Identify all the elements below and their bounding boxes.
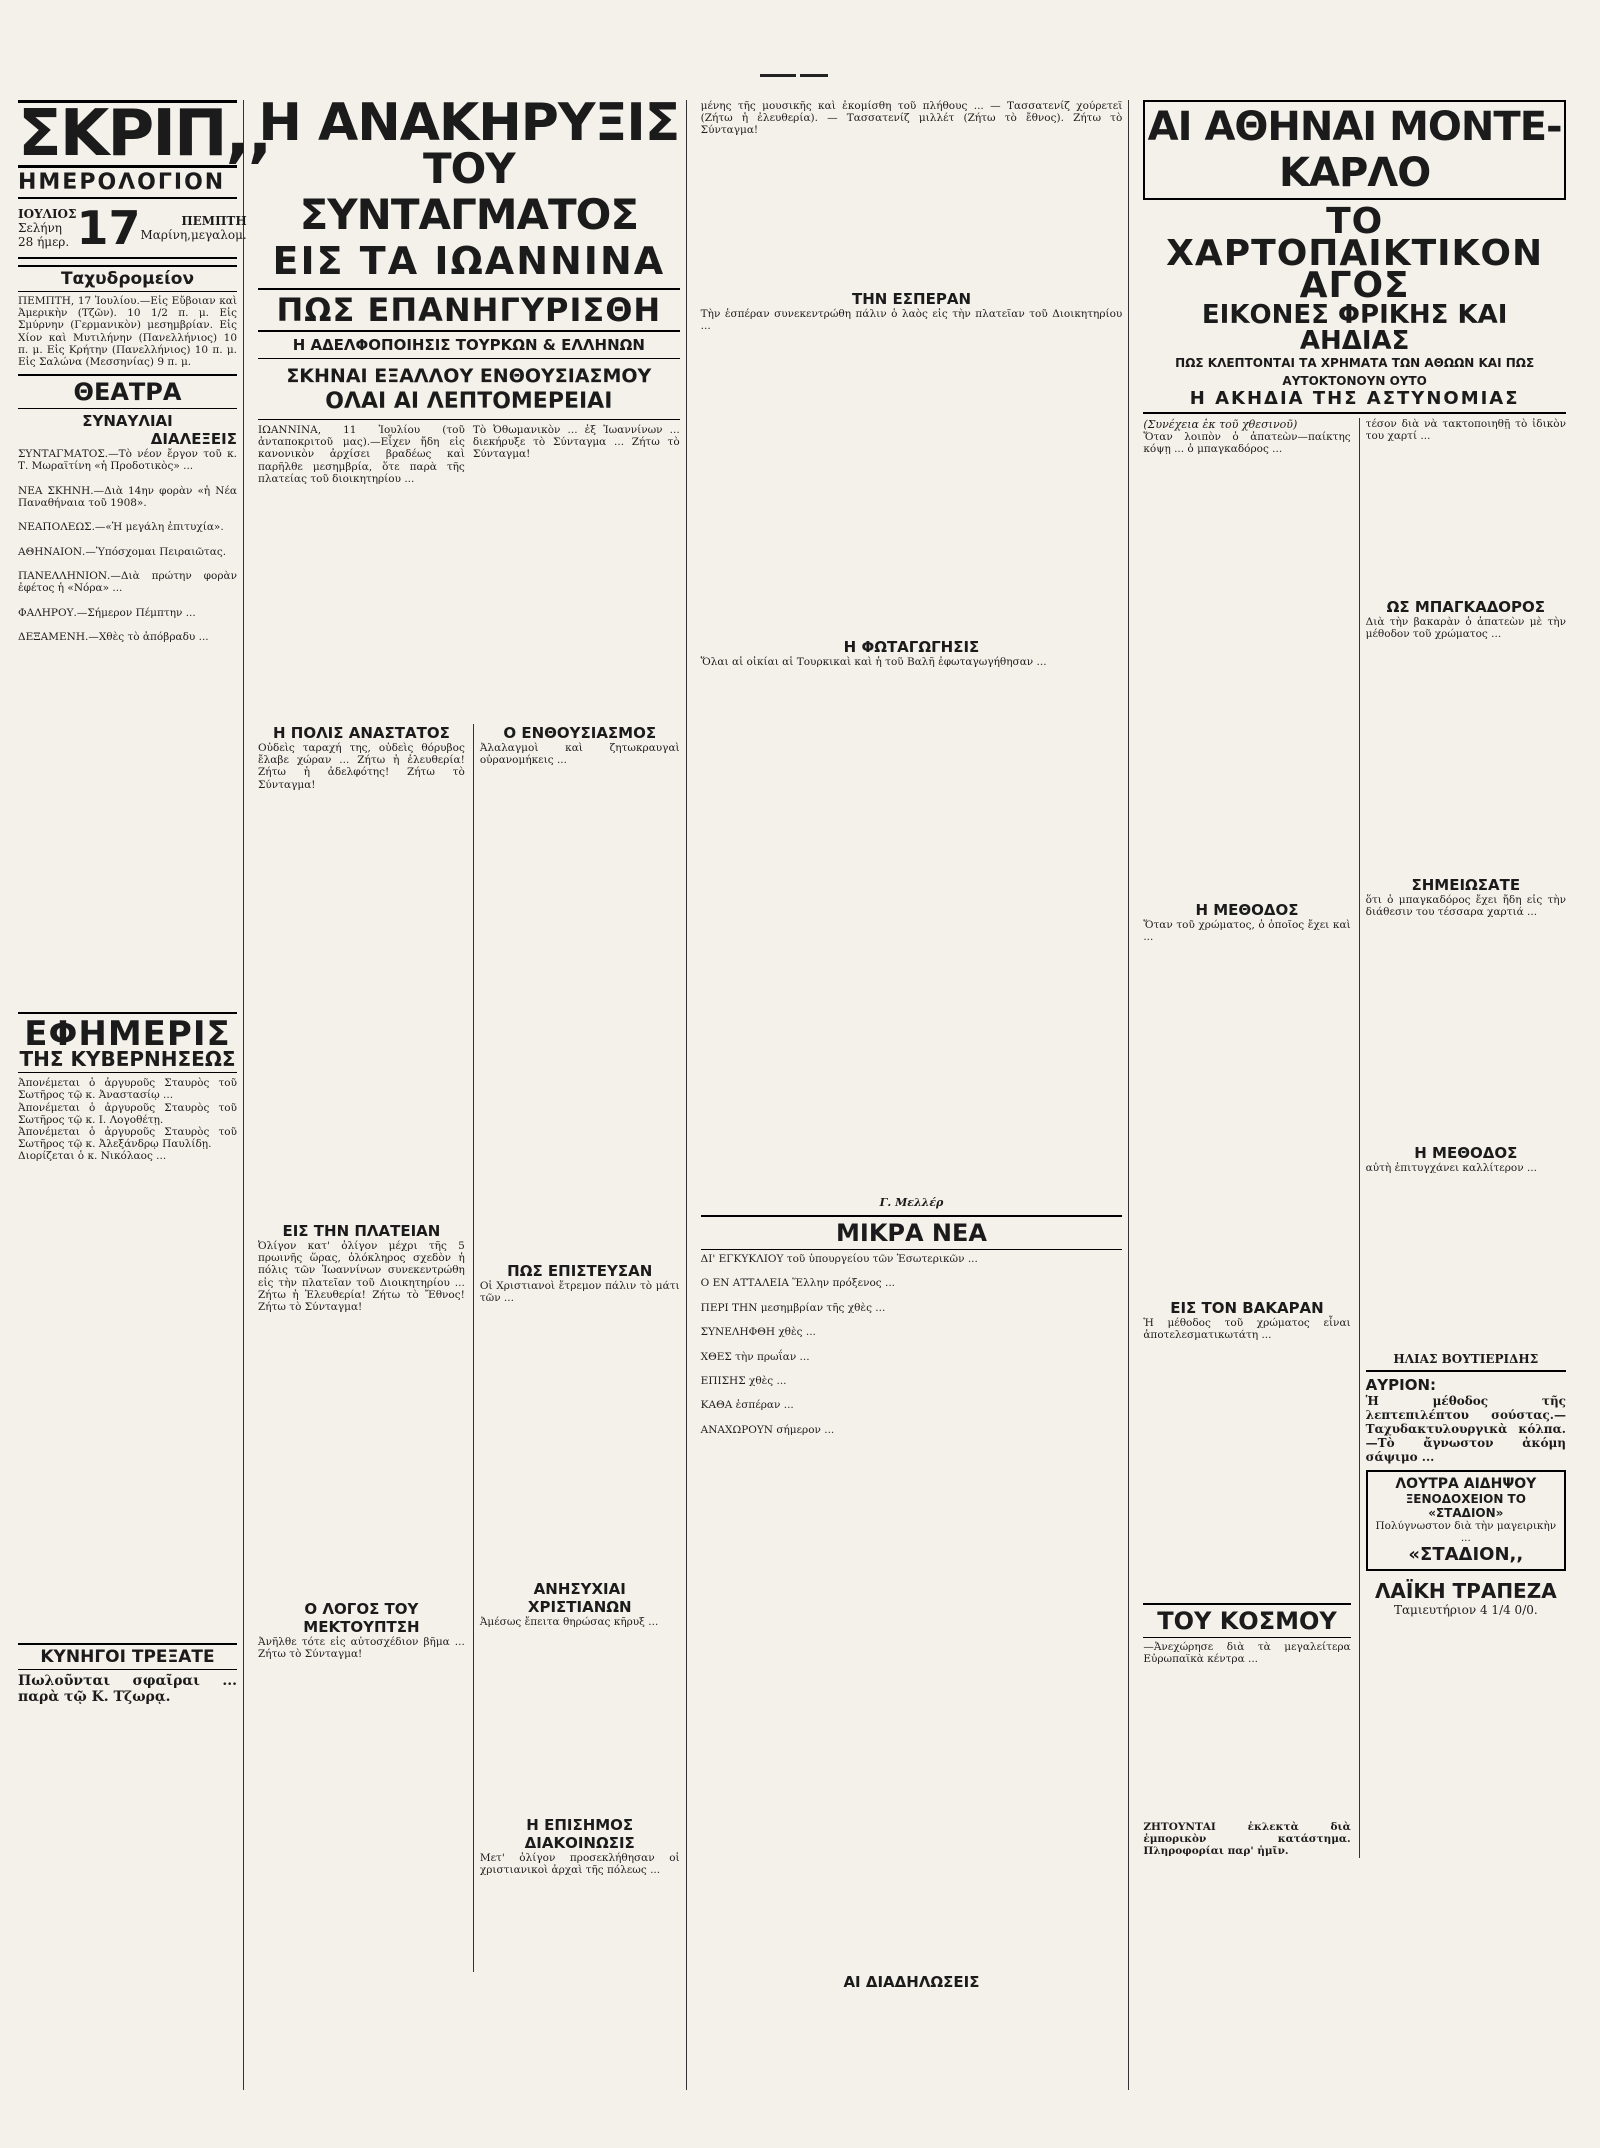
hotel-ad <box>1366 1470 1566 1571</box>
bakara-heading: ΕΙΣ ΤΟΝ ΒΑΚΑΡΑΝ <box>1170 1299 1324 1317</box>
column-ioannina <box>252 93 687 2090</box>
headline-details: ΟΛΑΙ ΑΙ ΛΕΠΤΟΜΕΡΕΙΑΙ <box>325 389 613 414</box>
moon: Σελήνη 28 ήμερ. <box>18 221 70 249</box>
square-heading: ΕΙΣ ΤΗΝ ΠΛΑΤΕΙΑΝ <box>282 1222 441 1240</box>
bank-text: Ταμιευτήριον 4 1/4 0/0. <box>1393 1603 1538 1618</box>
ioannina-text-b: Τὸ Ὀθωμανικὸν ... ἐξ Ἰωαννίνων ... διεκήρυξε τὸ Σύνταγμα ... Ζήτω τὸ Σύνταγμα! <box>472 424 683 461</box>
city-heading: Η ΠΟΛΙΣ ΑΝΑΣΤΑΤΟΣ <box>272 724 450 742</box>
headline-stolen: ΠΩΣ ΚΛΕΠΤΟΝΤΑΙ ΤΑ ΧΡΗΜΑΤΑ ΤΩΝ ΑΘΩΩΝ ΚΑΙ ΠΩΣ ΑΥΤΟΚΤΟΝΟΥΝ ΟΥΤΟ <box>1175 356 1535 388</box>
square-text: Ὀλίγον κατ' ὀλίγον μέχρι τῆς 5 πρωινῆς ὥρας, ὁλόκληρος σχεδὸν ἡ πόλις τῶν Ἰωαννίνων συνεκεντρώθη εἰς τὴν πλατεῖαν τοῦ Διοικητηρίου ... Ζήτω ἡ Ἐλευθερία! Ζήτω τὸ Ἔθνος! Ζήτω τὸ Σύνταγμα! <box>258 1240 469 1314</box>
month: ΙΟΥΛΙΟΣ <box>18 207 77 221</box>
headline-fraternization: Η ΑΔΕΛΦΟΠΟΙΗΣΙΣ ΤΟΥΡΚΩΝ & ΕΛΛΗΝΩΝ <box>292 336 645 354</box>
evening-text: Τὴν ἑσπέραν συνεκεντρώθη πάλιν ὁ λαὸς εἰς τὴν πλατεῖαν τοῦ Διοικητηρίου ... <box>700 308 1126 333</box>
method2-text: αὐτὴ ἐπιτυγχάνει καλλίτερον ... <box>1365 1162 1537 1174</box>
demonstrations-heading: ΑΙ ΔΙΑΔΗΛΩΣΕΙΣ <box>843 1973 980 1991</box>
official-text: Μετ' ὀλίγον προσεκλήθησαν οἱ χριστιανικοὶ ἀρχαὶ τῆς πόλεως ... <box>479 1852 683 1877</box>
believed-heading: ΠΩΣ ΕΠΙΣΤΕΥΣΑΝ <box>507 1262 653 1280</box>
masthead-title: ΣΚΡΙΠ,, <box>18 97 271 171</box>
baths-title: ΛΟΥΤΡΑ ΑΙΔΗΨΟΥ <box>1395 1476 1537 1492</box>
hotel-text: Πολύγνωστον διὰ τὴν μαγειρικὴν ... <box>1375 1520 1560 1545</box>
post-heading: Ταχυδρομείον <box>18 265 237 292</box>
news-heading: ΜΙΚΡΑ ΝΕΑ <box>701 1215 1123 1250</box>
lights-text: Ὅλαι αἱ οἰκίαι αἱ Τουρκικαὶ καὶ ἡ τοῦ Βαλῆ ἐφωταγωγήθησαν ... <box>700 656 1047 668</box>
method-heading: Η ΜΕΘΟΔΟΣ <box>1195 901 1299 919</box>
evening-heading: ΤΗΝ ΕΣΠΕΡΑΝ <box>851 290 971 308</box>
worry-text: Ἀμέσως ἔπειτα θηρώσας κῆρυξ ... <box>479 1616 659 1628</box>
enthusiasm-heading: Ο ΕΝΘΟΥΣΙΑΣΜΟΣ <box>503 724 657 742</box>
notes-heading: ΣΗΜΕΙΩΣΑΤΕ <box>1411 876 1521 894</box>
column-news <box>695 100 1130 2090</box>
date-bar <box>18 199 247 259</box>
gambling-text-left: Ὅταν λοιπὸν ὁ ἀπατεὼν—παίκτης κόψῃ ... ὁ μπαγκαδόρος ... <box>1143 431 1354 456</box>
method-text: Ὅταν τοῦ χρώματος, ὁ ὁποῖος ἔχει καὶ ... <box>1143 919 1354 944</box>
tomorrow-heading: ΑΥΡΙΟΝ: <box>1365 1376 1437 1394</box>
worry-heading: ΑΝΗΣΥΧΙΑΙ ΧΡΙΣΤΙΑΝΩΝ <box>527 1580 632 1616</box>
newspaper-page <box>12 93 1572 2090</box>
gambling-text-right: τέσον διὰ νὰ τακτοποιηθῇ τὸ ἰδικὸν του χαρτί ... <box>1365 418 1570 443</box>
bakara-text: Ἡ μέθοδος τοῦ χρώματος εἶναι ἀποτελεσματικωτάτη ... <box>1143 1317 1354 1342</box>
world-heading: ΤΟΥ ΚΟΣΜΟΥ <box>1143 1603 1350 1638</box>
saint: Μαρίνη,μεγαλομ. <box>140 228 247 242</box>
speech-heading: Ο ΛΟΓΟΣ ΤΟΥ ΜΕΚΤΟΥΠΤΣΗ <box>303 1600 420 1636</box>
hunters-heading: ΚΥΝΗΓΟΙ ΤΡΕΞΑΤΕ <box>18 1643 237 1670</box>
headline-gambling: ΤΟ ΧΑΡΤΟΠΑΙΚΤΙΚΟΝ ΑΓΟΣ <box>1166 201 1544 306</box>
headline-scenes: ΣΚΗΝΑΙ ΕΞΑΛΛΟΥ ΕΝΘΟΥΣΙΑΣΜΟΥ <box>286 365 652 387</box>
lights-heading: Η ΦΩΤΑΓΩΓΗΣΙΣ <box>843 638 980 656</box>
bagkadoros-heading: ΩΣ ΜΠΑΓΚΑΔΟΡΟΣ <box>1386 598 1546 616</box>
notes-text: ὅτι ὁ μπαγκαδόρος ἔχει ἤδη εἰς τὴν διάθεσιν του τέσσαρα χαρτιά ... <box>1365 894 1570 919</box>
theatres-text: ΣΥΝΤΑΓΜΑΤΟΣ.—Τὸ νέον ἔργον τοῦ κ. Τ. Μωραϊτίνη «ἡ Προδοτικὸς» ... ΝΕΑ ΣΚΗΝΗ.—Διὰ 14ην φορὰν «ἡ Νέα Παναθήναια τοῦ 1908». ΝΕΑΠΟΛΕΩΣ.—«Ἡ μεγάλη ἐπιτυχία». ΑΘΗΝΑΙΟΝ.—Ὑπόσχομαι Πειραιῶτας. ΠΑΝΕΛΛΗΝΙΟΝ.—Διὰ πρώτην φορὰν ἐφέτος ἡ «Νόρα» ... ΦΑΛΗΡΟΥ.—Σήμερον Πέμπτην ... ΔΕΞΑΜΕΝΗ.—Χθὲς τὸ ἀπόβραδυ ... <box>18 448 237 644</box>
author: ΗΛΙΑΣ ΒΟΥΤΙΕΡΙΔΗΣ <box>1393 1352 1539 1366</box>
wanted-text: ΖΗΤΟΥΝΤΑΙ ἐκλεκτὰ διὰ ἐμπορικὸν κατάστημα. Πληροφορίαι παρ' ἡμῖν. <box>1143 1821 1355 1858</box>
gazette-text: Ἀπονέμεται ὁ ἀργυροῦς Σταυρὸς τοῦ Σωτῆρος τῷ κ. Ἀναστασίῳ ... Ἀπονέμεται ὁ ἀργυροῦς Σταυρὸς τοῦ Σωτῆρος τῷ κ. Ι. Λογοθέτῃ. Ἀπονέμεται ὁ ἀργυροῦς Σταυρὸς τοῦ Σωτῆρος τῷ κ. Ἀλεξάνδρῳ Παυλίδῃ. Διορίζεται ὁ κ. Νικόλαος ... <box>18 1077 237 1163</box>
lectures-heading: ΔΙΑΛΕΞΕΙΣ <box>150 430 237 449</box>
stadion-title: «ΣΤΑΔΙΟΝ,, <box>1408 1544 1524 1566</box>
speech-text: Ἀνῆλθε τότε εἰς αὐτοσχέδιον βῆμα ... Ζήτω τὸ Σύνταγμα! <box>258 1636 469 1661</box>
top-ornament <box>760 62 840 68</box>
headline-athens-monte-carlo: ΑΙ ΑΘΗΝΑΙ ΜΟΝΤΕ-ΚΑΡΛΟ <box>1143 100 1566 200</box>
headline-constitution: ΤΟΥ ΣΥΝΤΑΓΜΑΤΟΣ <box>299 144 639 239</box>
world-text: —Ἀνεχώρησε διὰ τὰ μεγαλείτερα Εὐρωπαϊκὰ κέντρα ... <box>1143 1641 1354 1666</box>
city-text: Οὐδεὶς ταραχή της, οὐδεὶς θόρυβος ἔλαβε χώραν ... Ζήτω ἡ ἐλευθερία! Ζήτω ἡ ἀδελφότης! Ζήτω τὸ Σύνταγμα! <box>258 742 469 791</box>
news-text: ΔΙ' ΕΓΚΥΚΛΙΟΥ τοῦ ὑπουργείου τῶν Ἐσωτερικῶν ... Ο ΕΝ ΑΤΤΑΛΕΙΑ Ἕλλην πρόξενος ... ΠΕΡΙ ΤΗΝ μεσημβρίαν τῆς χθὲς ... ΣΥΝΕΛΗΦΘΗ χθὲς ... ΧΘΕΣ τὴν πρωΐαν ... ΕΠΙΣΗΣ χθὲς ... ΚΑΘΑ ἑσπέραν ... ΑΝΑΧΩΡΟΥΝ σήμερον ... <box>700 1253 978 1436</box>
bank-title: ΛΑΪΚΗ ΤΡΑΠΕΖΑ <box>1374 1579 1557 1604</box>
theatres-heading: ΘΕΑΤΡΑ <box>18 374 237 409</box>
ioannina-text-a: ΙΩΑΝΝΙΝΑ, 11 Ἰουλίου (τοῦ ἀνταποκριτοῦ μας).—Εἶχεν ἤδη εἰς κανονικὸν ἀρχίσει βραδέως καὶ παρῆλθε μεσημβρία, ὅτε παρὰ τῆς πλατείας τοῦ διοικητηρίου ... <box>258 424 469 485</box>
hotel-title: ΞΕΝΟΔΟΧΕΙΟΝ ΤΟ «ΣΤΑΔΙΟΝ» <box>1405 1492 1526 1520</box>
calendar-title: ΗΜΕΡΟΛΟΓΙΟΝ <box>18 168 237 199</box>
hunters-text: Πωλοῦνται σφαῖραι ... παρὰ τῷ Κ. Τζωρᾳ. <box>18 1673 242 1706</box>
enthusiasm-text: Ἀλαλαγμοὶ καὶ ζητωκραυγαὶ οὐρανομήκεις ... <box>479 742 683 767</box>
concerts-heading: ΣΥΝΑΥΛΙΑΙ <box>82 412 173 431</box>
official-heading: Η ΕΠΙΣΗΜΟΣ ΔΙΑΚΟΙΝΩΣΙΣ <box>524 1816 635 1852</box>
headline-horror: ΕΙΚΟΝΕΣ ΦΡΙΚΗΣ ΚΑΙ ΑΗΔΙΑΣ <box>1201 300 1508 356</box>
headline-police: Η ΑΚΗΔΙΑ ΤΗΣ ΑΣΤΥΝΟΜΙΑΣ <box>1189 388 1520 409</box>
method2-heading: Η ΜΕΘΟΔΟΣ <box>1414 1144 1518 1162</box>
post-text: ΠΕΜΠΤΗ, 17 Ἰουλίου.—Εἰς Εὔβοιαν καὶ Ἀμερικὴν (Τζῶν). 10 1/2 π. μ. Εἰς Σμύρνην (Γερμανικὸν) μεσημβρίαν. Εἰς Χίον καὶ Μυτιλήνην (Πανελλήνιος) 10 π. μ. Εἰς Κρήτην (Πανελλήνιος) 10 π. μ. Εἰς Σαλώνα (Μεσσηνίας) 9 π. μ. <box>18 295 241 369</box>
signature: Γ. Μελλέρ <box>879 1196 944 1209</box>
continued-note: (Συνέχεια ἐκ τοῦ χθεσινοῦ) <box>1143 418 1298 431</box>
headline-celebrated: ΠΩΣ ΕΠΑΝΗΓΥΡΙΣΘΗ <box>276 291 662 329</box>
headline-proclamation: Η ΑΝΑΚΗΡΥΞΙΣ <box>258 93 680 153</box>
gazette-heading: ΕΦΗΜΕΡΙΣ <box>24 1014 231 1055</box>
column-monte-carlo <box>1137 100 1572 2090</box>
weekday: ΠΕΜΠΤΗ <box>181 214 247 228</box>
continuation-text: μένης τῆς μουσικῆς καὶ ἐκομίσθη τοῦ πλήθους ... — Τασσατενίζ χούρετεϊ (Ζήτω ἡ ἐλευθερία). — Τασσατενίζ μιλλέτ (Ζήτω τὸ ἔθνος). Ζήτω τὸ Σύνταγμα! <box>700 100 1126 137</box>
headline-ioannina: ΕΙΣ ΤΑ ΙΩΑΝΝΙΝΑ <box>272 239 666 283</box>
column-left <box>12 97 271 2090</box>
bagkadoros-text: Διὰ τὴν βακαρὰν ὁ ἀπατεὼν μὲ τὴν μέθοδον τοῦ χρώματος ... <box>1365 616 1570 641</box>
believed-text: Οἱ Χριστιανοὶ ἔτρεμον πάλιν τὸ μάτι τῶν ... <box>479 1280 683 1305</box>
gazette-subheading: ΤΗΣ ΚΥΒΕΡΝΗΣΕΩΣ <box>19 1047 236 1072</box>
tomorrow-text: Ἡ μέθοδος τῆς λεπτεπιλέπτου σούστας.—Ταχυδακτυλουργικὰ κόλπα.—Τὸ ἄγνωστον ἀκόμη σάψιμο ... <box>1365 1394 1571 1464</box>
day-number: 17 <box>76 201 141 255</box>
